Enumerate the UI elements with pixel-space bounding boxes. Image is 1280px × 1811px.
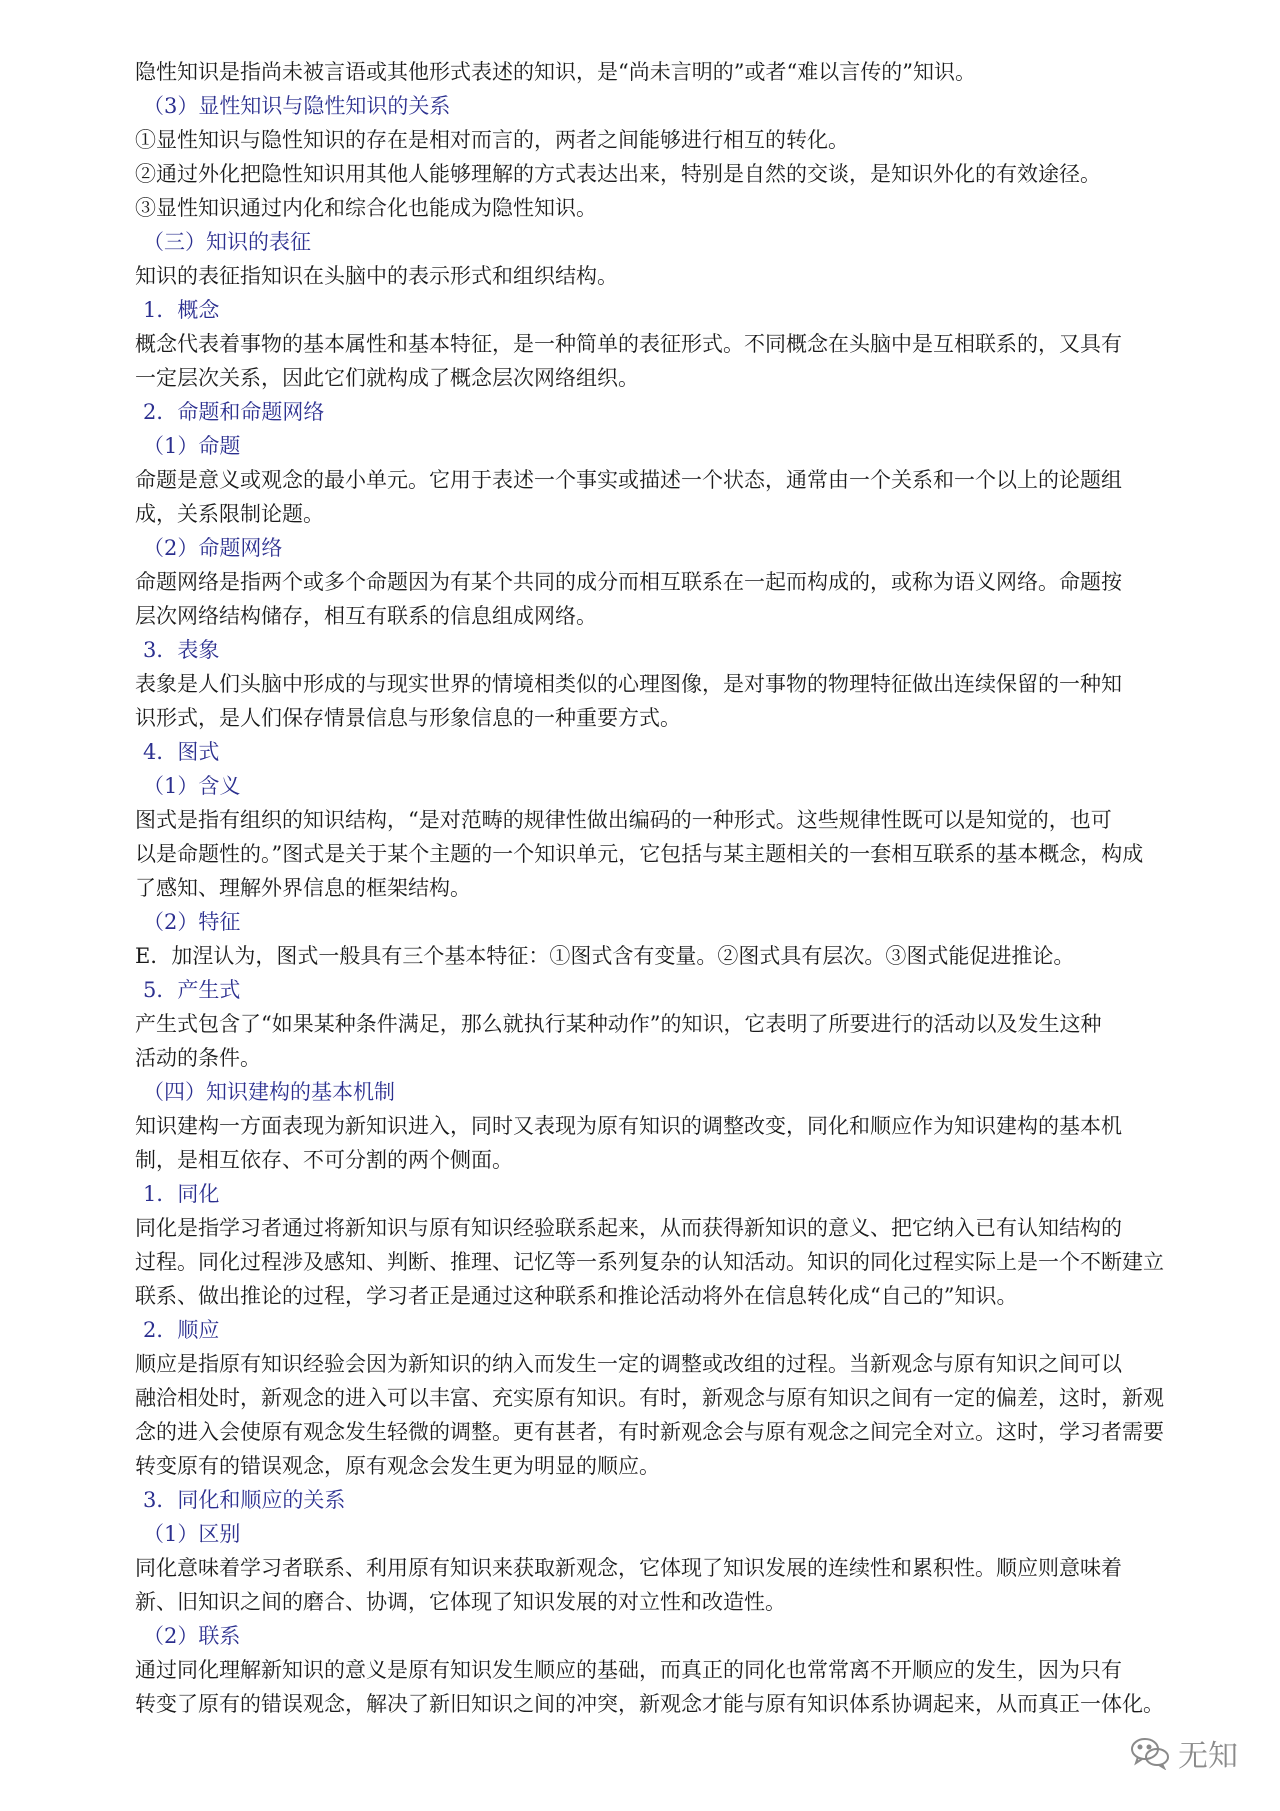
text-line: ①显性知识与隐性知识的存在是相对而言的，两者之间能够进行相互的转化。: [135, 128, 849, 152]
text-line: 转变原有的错误观念，原有观念会发生更为明显的顺应。: [135, 1454, 660, 1478]
section-heading: 2．命题和命题网络: [143, 400, 325, 424]
section-heading: 3．表象: [143, 638, 220, 662]
section-heading: 5．产生式: [143, 978, 241, 1002]
section-heading: （2）联系: [143, 1624, 241, 1648]
text-line: 过程。同化过程涉及感知、判断、推理、记忆等一系列复杂的认知活动。知识的同化过程实际上是一个不断建立: [135, 1250, 1164, 1274]
text-line: ②通过外化把隐性知识用其他人能够理解的方式表达出来，特别是自然的交谈，是知识外化的有效途径。: [135, 162, 1101, 186]
text-line: 一定层次关系，因此它们就构成了概念层次网络组织。: [135, 366, 639, 390]
section-heading: 1．概念: [143, 298, 220, 322]
wechat-icon: [1130, 1736, 1170, 1770]
section-heading: （1）含义: [143, 774, 241, 798]
section-heading: （2）命题网络: [143, 536, 283, 560]
text-line: 以是命题性的。”图式是关于某个主题的一个知识单元，它包括与某主题相关的一套相互联系的基本概念，构成: [135, 842, 1144, 866]
text-line: 命题网络是指两个或多个命题因为有某个共同的成分而相互联系在一起而构成的，或称为语义网络。命题按: [135, 570, 1122, 594]
text-line: 活动的条件。: [135, 1046, 261, 1070]
watermark: [1130, 1731, 1238, 1775]
text-line: 知识的表征指知识在头脑中的表示形式和组织结构。: [135, 264, 618, 288]
text-line: 产生式包含了“如果某种条件满足，那么就执行某种动作”的知识，它表明了所要进行的活动以及发生这种: [135, 1012, 1102, 1036]
section-heading: 4．图式: [143, 740, 220, 764]
text-line: 转变了原有的错误观念，解决了新旧知识之间的冲突，新观念才能与原有知识体系协调起来，从而真正一体化。: [135, 1692, 1164, 1716]
text-line: 了感知、理解外界信息的框架结构。: [135, 876, 471, 900]
text-line: 联系、做出推论的过程，学习者正是通过这种联系和推论活动将外在信息转化成“自己的”知识。: [135, 1284, 1018, 1308]
document-body: [135, 55, 1195, 1721]
text-line: 概念代表着事物的基本属性和基本特征，是一种简单的表征形式。不同概念在头脑中是互相联系的，又具有: [135, 332, 1122, 356]
text-line: 知识建构一方面表现为新知识进入，同时又表现为原有知识的调整改变，同化和顺应作为知识建构的基本机: [135, 1114, 1122, 1138]
text-line: 制，是相互依存、不可分割的两个侧面。: [135, 1148, 513, 1172]
section-heading: 2．顺应: [143, 1318, 220, 1342]
text-line: 同化意味着学习者联系、利用原有知识来获取新观念，它体现了知识发展的连续性和累积性。顺应则意味着: [135, 1556, 1122, 1580]
text-line: 隐性知识是指尚未被言语或其他形式表述的知识，是“尚未言明的”或者“难以言传的”知识。: [135, 60, 976, 84]
section-heading: （三）知识的表征: [143, 230, 311, 254]
text-line: 顺应是指原有知识经验会因为新知识的纳入而发生一定的调整或改组的过程。当新观念与原有知识之间可以: [135, 1352, 1122, 1376]
section-heading: 3．同化和顺应的关系: [143, 1488, 346, 1512]
text-line: 表象是人们头脑中形成的与现实世界的情境相类似的心理图像，是对事物的物理特征做出连续保留的一种知: [135, 672, 1122, 696]
text-line: E．加涅认为，图式一般具有三个基本特征：①图式含有变量。②图式具有层次。③图式能促进推论。: [135, 944, 1075, 968]
watermark-text: 无知: [1178, 1739, 1238, 1774]
section-heading: （1）区别: [143, 1522, 241, 1546]
text-line: 层次网络结构储存，相互有联系的信息组成网络。: [135, 604, 597, 628]
text-line: 图式是指有组织的知识结构，“是对范畴的规律性做出编码的一种形式。这些规律性既可以是知觉的，也可: [135, 808, 1112, 832]
text-line: 融洽相处时，新观念的进入可以丰富、充实原有知识。有时，新观念与原有知识之间有一定的偏差，这时，新观: [135, 1386, 1164, 1410]
text-line: 新、旧知识之间的磨合、协调，它体现了知识发展的对立性和改造性。: [135, 1590, 786, 1614]
text-line: 同化是指学习者通过将新知识与原有知识经验联系起来，从而获得新知识的意义、把它纳入已有认知结构的: [135, 1216, 1122, 1240]
section-heading: （1）命题: [143, 434, 241, 458]
text-line: ③显性知识通过内化和综合化也能成为隐性知识。: [135, 196, 597, 220]
section-heading: （3）显性知识与隐性知识的关系: [143, 94, 451, 118]
text-line: 通过同化理解新知识的意义是原有知识发生顺应的基础，而真正的同化也常常离不开顺应的发生，因为只有: [135, 1658, 1122, 1682]
section-heading: （2）特征: [143, 910, 241, 934]
section-heading: 1．同化: [143, 1182, 220, 1206]
text-line: 命题是意义或观念的最小单元。它用于表述一个事实或描述一个状态，通常由一个关系和一个以上的论题组: [135, 468, 1122, 492]
text-line: 成，关系限制论题。: [135, 502, 324, 526]
text-line: 识形式，是人们保存情景信息与形象信息的一种重要方式。: [135, 706, 681, 730]
text-line: 念的进入会使原有观念发生轻微的调整。更有甚者，有时新观念会与原有观念之间完全对立。这时，学习者需要: [135, 1420, 1164, 1444]
section-heading: （四）知识建构的基本机制: [143, 1080, 395, 1104]
